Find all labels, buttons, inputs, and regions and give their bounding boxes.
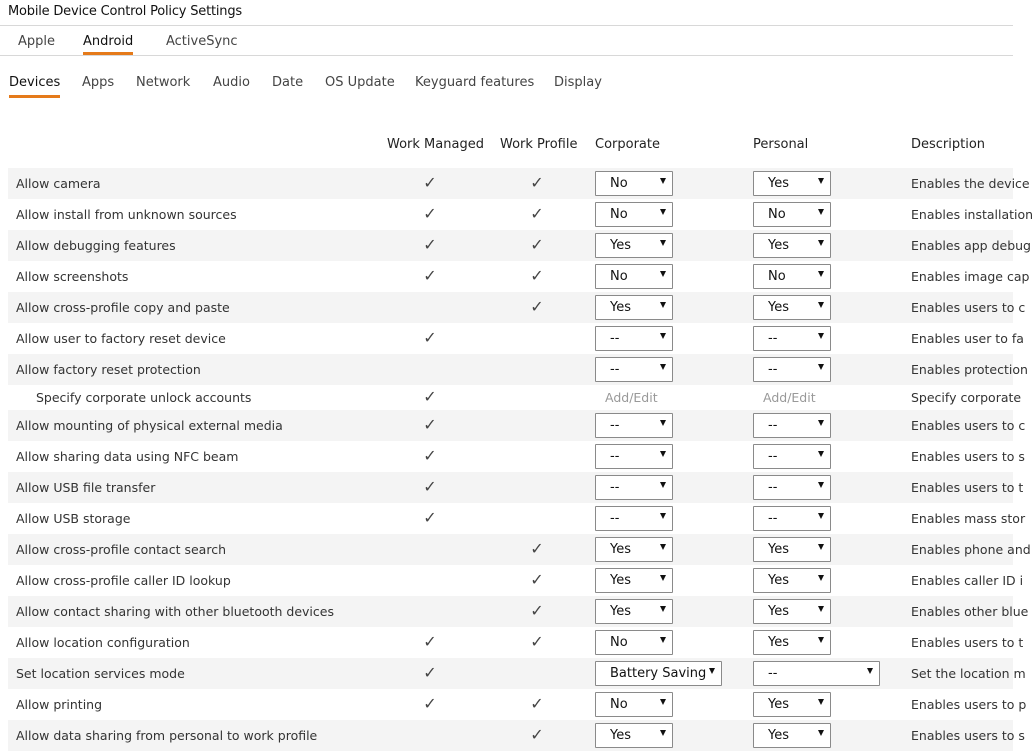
corporate-select-value: -- [610,480,620,495]
table-row [8,565,1024,596]
dropdown-arrow-icon [660,544,666,550]
dropdown-arrow-icon [818,240,824,246]
personal-select-value: Yes [768,300,789,315]
tab-keyguard-features[interactable]: Keyguard features [415,75,535,90]
personal-select[interactable] [753,413,831,438]
work-managed-check-icon: ✓ [423,694,437,713]
personal-select-value: Yes [768,728,789,743]
personal-select[interactable] [753,599,831,624]
tab-apple[interactable]: Apple [18,34,56,49]
dropdown-arrow-icon [660,575,666,581]
row-label: Specify corporate unlock accounts [36,390,252,405]
table-row [8,323,1024,354]
header-work-managed: Work Managed [387,137,484,152]
dropdown-arrow-icon [660,513,666,519]
work-profile-check-icon: ✓ [530,204,544,223]
corporate-select[interactable] [595,202,673,227]
row-description: Enables other blue [911,604,1029,619]
corporate-select-value: No [610,635,628,650]
tab-activesync[interactable]: ActiveSync [166,34,238,49]
work-profile-check-icon: ✓ [530,235,544,254]
table-row [8,292,1026,323]
dropdown-arrow-icon [818,637,824,643]
dropdown-arrow-icon [660,606,666,612]
work-managed-check-icon: ✓ [423,446,437,465]
dropdown-arrow-icon [660,333,666,339]
row-description: Enables user to fa [911,331,1024,346]
corporate-select[interactable] [595,357,673,382]
dropdown-arrow-icon [818,544,824,550]
corporate-select[interactable] [595,630,673,655]
corporate-select[interactable] [595,723,673,748]
personal-select[interactable] [753,723,831,748]
row-label: Allow camera [16,176,101,191]
corporate-select[interactable] [595,661,722,686]
dropdown-arrow-icon [660,209,666,215]
personal-select-value: -- [768,418,778,433]
personal-select-value: -- [768,362,778,377]
table-row [8,534,1031,565]
personal-select[interactable] [753,444,831,469]
table-row [8,503,1026,534]
row-label: Allow USB storage [16,511,131,526]
dropdown-arrow-icon [818,482,824,488]
work-profile-check-icon: ✓ [530,297,544,316]
work-managed-check-icon: ✓ [423,477,437,496]
work-managed-check-icon: ✓ [423,663,437,682]
row-description: Enables installation [911,207,1033,222]
personal-select-value: No [768,207,786,222]
row-label: Set location services mode [16,666,185,681]
dropdown-arrow-icon [660,730,666,736]
window-title: Mobile Device Control Policy Settings [8,4,242,19]
corporate-select[interactable] [595,171,673,196]
row-description: Enables users to t [911,635,1024,650]
corporate-select[interactable] [595,692,673,717]
work-profile-check-icon: ✓ [530,570,544,589]
row-description: Enables users to p [911,697,1027,712]
corporate-select-value: No [610,269,628,284]
corporate-select[interactable] [595,537,673,562]
corporate-select[interactable] [595,295,673,320]
tab-audio[interactable]: Audio [213,75,250,90]
personal-select-value: Yes [768,697,789,712]
dropdown-arrow-icon [818,302,824,308]
row-label: Allow screenshots [16,269,129,284]
row-label: Allow contact sharing with other bluetooth devices [16,604,334,619]
row-description: Enables caller ID i [911,573,1024,588]
row-label: Allow printing [16,697,103,712]
table-row [8,410,1026,441]
corporate-select-value: -- [610,449,620,464]
platform-tabs [0,26,1013,56]
work-managed-check-icon: ✓ [423,266,437,285]
table-row [8,596,1029,627]
dropdown-arrow-icon [660,482,666,488]
row-description: Enables users to c [911,418,1026,433]
dropdown-arrow-icon [660,240,666,246]
row-label: Allow data sharing from personal to work profile [16,728,318,743]
personal-select[interactable] [753,264,831,289]
row-label: Allow location configuration [16,635,190,650]
row-description: Enables users to s [911,728,1025,743]
row-description: Enables app debug [911,238,1031,253]
row-description: Enables users to t [911,480,1024,495]
header-work-profile: Work Profile [500,137,578,152]
corporate-select[interactable] [595,475,673,500]
dropdown-arrow-icon [818,420,824,426]
work-profile-check-icon: ✓ [530,601,544,620]
corporate-select-value: -- [610,362,620,377]
window-titlebar [0,0,1013,26]
row-label: Allow sharing data using NFC beam [16,449,239,464]
dropdown-arrow-icon [818,513,824,519]
dropdown-arrow-icon [660,271,666,277]
row-description: Set the location m [911,666,1026,681]
table-row [8,168,1030,199]
personal-select-value: Yes [768,176,789,191]
table-row [8,441,1025,472]
personal-select[interactable] [753,326,831,351]
corporate-select-value: -- [610,418,620,433]
work-profile-check-icon: ✓ [530,266,544,285]
corporate-select-value: No [610,176,628,191]
dropdown-arrow-icon [709,668,715,674]
table-row [8,658,1026,689]
dropdown-arrow-icon [660,178,666,184]
dropdown-arrow-icon [818,333,824,339]
dropdown-arrow-icon [867,668,873,674]
tab-os-update[interactable]: OS Update [325,75,395,90]
work-profile-check-icon: ✓ [530,725,544,744]
tab-android[interactable]: Android [83,34,133,55]
corporate-select-value: -- [610,331,620,346]
table-row [8,385,1022,410]
table-row [8,720,1025,751]
work-profile-check-icon: ✓ [530,632,544,651]
personal-select[interactable] [753,661,880,686]
corporate-select[interactable] [595,568,673,593]
row-label: Allow user to factory reset device [16,331,226,346]
dropdown-arrow-icon [818,451,824,457]
work-managed-check-icon: ✓ [423,632,437,651]
corporate-select[interactable] [595,413,673,438]
row-description: Enables phone and [911,542,1031,557]
header-personal: Personal [753,137,809,152]
corporate-select-value: Yes [610,573,631,588]
tab-display[interactable]: Display [554,75,602,90]
work-managed-check-icon: ✓ [423,173,437,192]
personal-select[interactable] [753,171,831,196]
dropdown-arrow-icon [660,364,666,370]
corporate-select-value: -- [610,511,620,526]
row-label: Allow cross-profile contact search [16,542,226,557]
personal-select-value: No [768,269,786,284]
row-label: Allow mounting of physical external media [16,418,283,433]
work-managed-check-icon: ✓ [423,387,437,406]
corporate-add-edit-link[interactable]: Add/Edit [605,390,658,405]
work-profile-check-icon: ✓ [530,173,544,192]
corporate-select-value: Yes [610,728,631,743]
section-tabs [0,56,1013,100]
dropdown-arrow-icon [660,420,666,426]
corporate-select[interactable] [595,233,673,258]
dropdown-arrow-icon [660,637,666,643]
corporate-select[interactable] [595,506,673,531]
work-managed-check-icon: ✓ [423,508,437,527]
row-label: Allow install from unknown sources [16,207,237,222]
tab-devices[interactable]: Devices [9,75,60,98]
dropdown-arrow-icon [818,699,824,705]
personal-select-value: -- [768,511,778,526]
table-row [8,472,1024,503]
personal-select-value: -- [768,480,778,495]
row-label: Allow cross-profile caller ID lookup [16,573,231,588]
personal-select-value: Yes [768,604,789,619]
corporate-select[interactable] [595,444,673,469]
dropdown-arrow-icon [818,730,824,736]
corporate-select-value: Yes [610,542,631,557]
corporate-select-value: Yes [610,238,631,253]
row-description: Enables users to c [911,300,1026,315]
corporate-select-value: Yes [610,604,631,619]
personal-select[interactable] [753,233,831,258]
table-row [8,230,1031,261]
row-description: Enables users to s [911,449,1025,464]
corporate-select[interactable] [595,326,673,351]
work-managed-check-icon: ✓ [423,235,437,254]
row-label: Allow cross-profile copy and paste [16,300,230,315]
table-row [8,627,1024,658]
dropdown-arrow-icon [660,699,666,705]
corporate-select[interactable] [595,599,673,624]
personal-select-value: -- [768,331,778,346]
row-description: Enables protection [911,362,1028,377]
personal-select-value: Yes [768,238,789,253]
header-corporate: Corporate [595,137,660,152]
work-managed-check-icon: ✓ [423,204,437,223]
header-description: Description [911,137,986,152]
dropdown-arrow-icon [818,271,824,277]
personal-select[interactable] [753,202,831,227]
personal-select-value: Yes [768,635,789,650]
row-description: Enables image cap [911,269,1030,284]
table-row [8,689,1027,720]
dropdown-arrow-icon [818,178,824,184]
dropdown-arrow-icon [818,575,824,581]
row-description: Enables the device [911,176,1030,191]
dropdown-arrow-icon [660,302,666,308]
personal-select-value: -- [768,449,778,464]
work-profile-check-icon: ✓ [530,694,544,713]
personal-select[interactable] [753,475,831,500]
personal-select[interactable] [753,537,831,562]
row-description: Specify corporate [911,390,1022,405]
personal-select-value: -- [768,666,778,681]
tab-network[interactable]: Network [136,75,191,90]
corporate-select-value: Yes [610,300,631,315]
personal-select[interactable] [753,357,831,382]
personal-select[interactable] [753,692,831,717]
row-label: Allow debugging features [16,238,176,253]
personal-select[interactable] [753,568,831,593]
work-managed-check-icon: ✓ [423,415,437,434]
row-label: Allow factory reset protection [16,362,201,377]
corporate-select-value: No [610,207,628,222]
dropdown-arrow-icon [818,606,824,612]
personal-add-edit-link[interactable]: Add/Edit [763,390,816,405]
personal-select[interactable] [753,295,831,320]
tab-date[interactable]: Date [272,75,304,90]
personal-select-value: Yes [768,542,789,557]
personal-select[interactable] [753,630,831,655]
corporate-select-value: No [610,697,628,712]
dropdown-arrow-icon [660,451,666,457]
tab-apps[interactable]: Apps [82,75,115,90]
row-description: Enables mass stor [911,511,1026,526]
personal-select[interactable] [753,506,831,531]
dropdown-arrow-icon [818,209,824,215]
work-profile-check-icon: ✓ [530,539,544,558]
corporate-select-value: Battery Saving [610,666,707,681]
row-label: Allow USB file transfer [16,480,156,495]
work-managed-check-icon: ✓ [423,328,437,347]
personal-select-value: Yes [768,573,789,588]
table-row [8,261,1030,292]
corporate-select[interactable] [595,264,673,289]
dropdown-arrow-icon [818,364,824,370]
table-row [8,354,1028,385]
table-row [8,199,1033,230]
